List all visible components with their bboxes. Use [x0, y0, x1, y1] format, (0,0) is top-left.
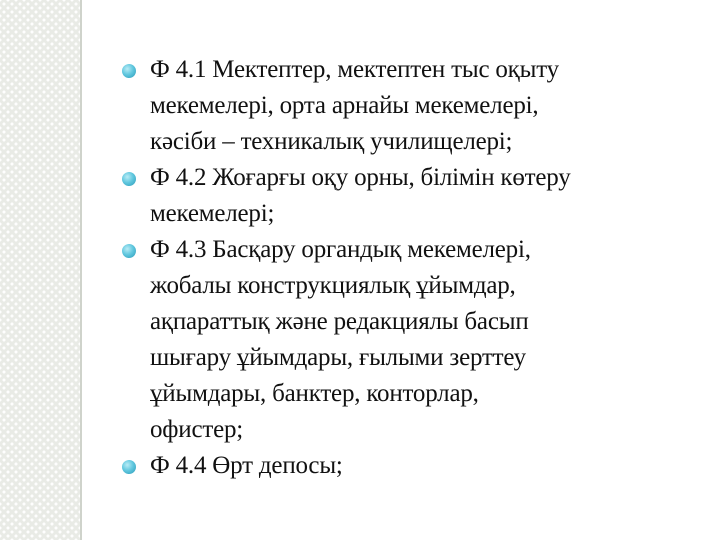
- side-divider: [80, 0, 82, 540]
- bullet-line: шығару ұйымдары, ғылыми зерттеу: [150, 344, 526, 371]
- circle-bullet-icon: [122, 172, 136, 186]
- bullet-line: Ф 4.1 Мектептер, мектептен тыс оқыту: [150, 56, 559, 83]
- bullet-item-4-2: [122, 160, 702, 232]
- bullet-item-4-1: [122, 52, 702, 160]
- bullet-line: жобалы конструкциялық ұйымдар,: [150, 272, 516, 299]
- circle-bullet-icon: [122, 244, 136, 258]
- circle-bullet-icon: [122, 64, 136, 78]
- bullet-line: Ф 4.4 Өрт депосы;: [150, 452, 343, 479]
- bullet-line: мекемелері, орта арнайы мекемелері,: [150, 92, 539, 119]
- bullet-line: кәсіби – техникалық училищелері;: [150, 128, 513, 155]
- bullet-line: мекемелері;: [150, 200, 275, 227]
- bullet-line: Ф 4.3 Басқару органдық мекемелері,: [150, 236, 531, 263]
- bullet-item-4-3: [122, 232, 702, 448]
- bullet-line: Ф 4.2 Жоғарғы оқу орны, білімін көтеру: [150, 164, 571, 191]
- bullet-item-4-4: [122, 448, 702, 484]
- bullet-line: офистер;: [150, 416, 244, 443]
- bullet-list: [122, 52, 702, 484]
- bullet-line: ақпараттық және редакциялы басып: [150, 308, 529, 335]
- circle-bullet-icon: [122, 460, 136, 474]
- decorative-side-band: [0, 0, 80, 540]
- bullet-line: ұйымдары, банктер, конторлар,: [150, 380, 479, 407]
- slide-content: [122, 52, 702, 484]
